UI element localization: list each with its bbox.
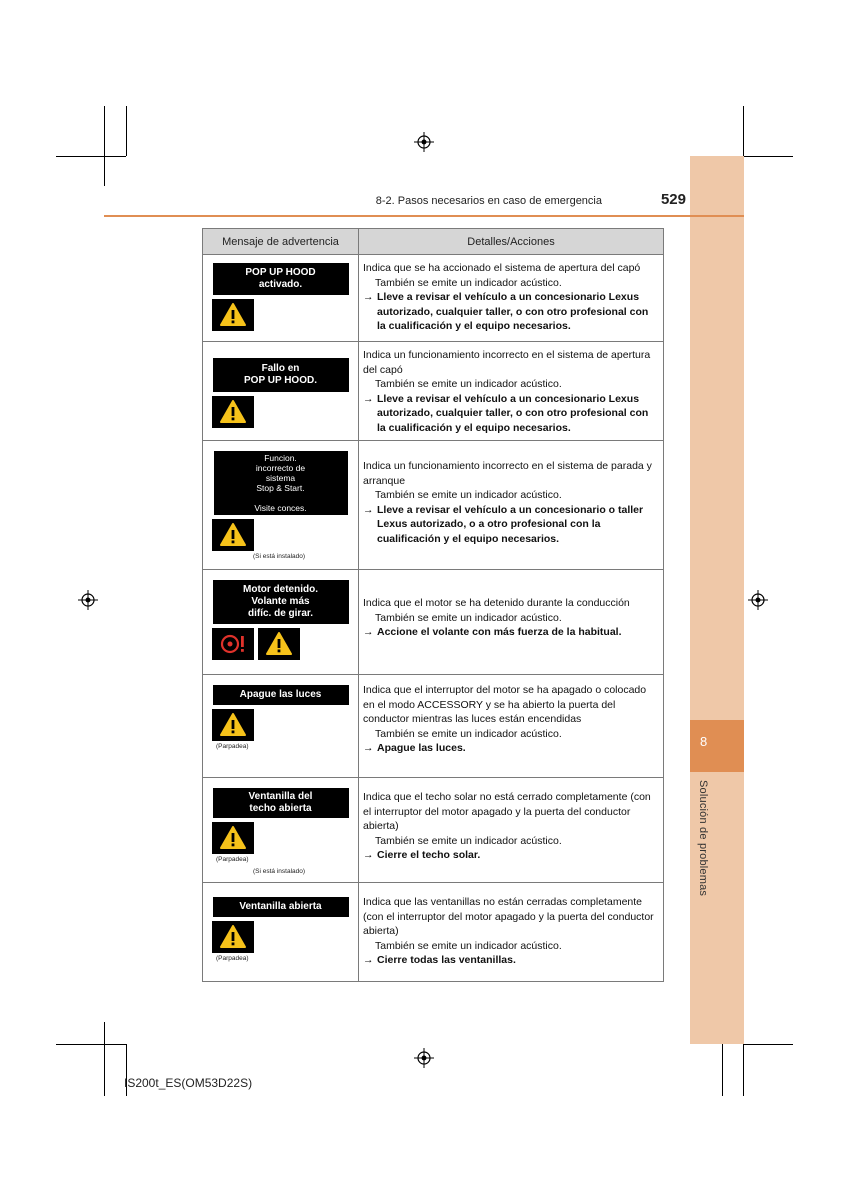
detail-action-text: Lleve a revisar el vehículo a un concesionario Lexus autorizado, cualquier taller, o con otro profesional con la cualificación y el equipo necesarios. [377,291,649,332]
warning-message-cell [203,883,359,982]
display-message-line: incorrecto de [255,463,306,473]
column-header-details: Detalles/Acciones [359,229,664,255]
arrow-icon: → [363,392,374,405]
display-message-line: activado. [258,279,303,290]
table-row [203,675,664,778]
detail-text: Indica que el techo solar no está cerrado completamente (con el interruptor del motor apagado y la puerta del conductor abierta) [363,791,651,832]
warning-message-cell [203,675,359,778]
warning-message-cell [203,255,359,342]
document-code: IS200t_ES(OM53D22S) [124,1076,253,1090]
detail-text: Indica un funcionamiento incorrecto en el sistema de apertura del capó [363,349,651,376]
detail-action [363,625,657,640]
detail-text: Indica que se ha accionado el sistema de apertura del capó [363,262,641,274]
table-row [203,342,664,441]
detail-text: Indica un funcionamiento incorrecto en el sistema de parada y arranque [363,460,652,487]
column-header-message: Mensaje de advertencia [203,229,359,255]
warning-icon [212,921,254,953]
display-message-line: Stop & Start. [256,483,305,493]
crop-mark [743,156,793,157]
display-message-line: POP UP HOOD [245,267,316,278]
display-message-line: Visite conces. [254,503,307,513]
details-cell [359,570,664,675]
display-message-line: Motor detenido. [243,584,318,595]
detail-action [363,741,657,756]
display-message-line [214,493,348,503]
detail-action-text: Cierre el techo solar. [377,849,481,861]
chapter-title: Solución de problemas [697,780,709,897]
detail-subtext: También se emite un indicador acústico. [375,727,562,740]
display-message-line: Funcion. [264,453,297,463]
details-cell [359,441,664,570]
display-message-line: Ventanilla del [248,791,313,802]
row-note: (Si está instalado) [253,553,306,560]
detail-subtext: También se emite un indicador acústico. [375,276,562,289]
registration-mark-icon [414,132,434,152]
crop-mark [56,1044,126,1045]
detail-action-text: Lleve a revisar el vehículo a un concesionario Lexus autorizado, cualquier taller, o con otro profesional con la cualificación y el equipo necesarios. [377,392,649,434]
warning-icon [258,628,300,660]
details-cell [359,675,664,778]
detail-text: Indica que el motor se ha detenido durante la conducción [363,597,630,609]
warning-icon [212,519,254,551]
detail-action-text: Apague las luces. [377,742,466,754]
arrow-icon: → [363,626,374,638]
display-message-line: Ventanilla abierta [239,901,322,912]
display-message-line: difíc. de girar. [247,608,314,619]
details-cell [359,778,664,883]
crop-mark [743,1044,744,1096]
chapter-strip [690,156,744,1044]
row-note: (Parpadea) [216,743,249,750]
table-row [203,441,664,570]
registration-mark-icon [748,590,768,610]
crop-mark [743,106,744,156]
warning-message-cell [203,342,359,441]
display-message-line: Apague las luces [239,689,322,700]
detail-action [363,290,657,334]
detail-action-text: Cierre todas las ventanillas. [377,954,516,966]
row-note: (Parpadea) [216,955,249,962]
chapter-tab [690,720,744,772]
page-number: 529 [660,191,686,208]
steering-warning-icon [212,628,254,660]
detail-text: Indica que el interruptor del motor se ha apagado o colocado en el modo ACCESSORY y se ha abierto la puerta del conductor mientras las luces están encendidas [363,684,647,725]
row-note: (Parpadea) [216,856,249,863]
detail-subtext: También se emite un indicador acústico. [375,489,562,501]
warning-messages-table [202,228,664,982]
crop-mark [104,106,105,186]
detail-action [363,953,657,968]
detail-action-text: Lleve a revisar el vehículo a un concesionario o taller Lexus autorizado, o a otro profesional con la cualificación y el equipo necesarios. [377,503,644,545]
display-message-line: Volante más [251,596,310,607]
warning-message-cell [203,778,359,883]
table-row [203,255,664,342]
crop-mark [104,1022,105,1096]
warning-message-cell [203,570,359,675]
crop-mark [743,1044,793,1045]
detail-subtext: También se emite un indicador acústico. [375,834,562,847]
display-message [213,685,349,705]
display-message-line: Fallo en [261,363,300,374]
arrow-icon: → [363,503,374,516]
display-message [213,897,349,917]
arrow-icon: → [363,291,374,303]
arrow-icon: → [363,849,374,861]
table-row [203,778,664,883]
display-message-line: sistema [265,473,296,483]
warning-icon [212,299,254,331]
display-message [213,580,349,624]
details-cell [359,342,664,441]
warning-icon [212,822,254,854]
display-message [213,358,349,392]
details-cell [359,883,664,982]
crop-mark [56,156,126,157]
detail-action [363,392,657,436]
detail-action [363,503,657,547]
registration-mark-icon [78,590,98,610]
details-cell [359,255,664,342]
warning-icon [212,396,254,428]
display-message-line: techo abierta [249,803,312,814]
arrow-icon: → [363,954,374,966]
detail-subtext: También se emite un indicador acústico. [375,378,562,390]
detail-action [363,848,657,863]
display-message [213,788,349,818]
detail-subtext: También se emite un indicador acústico. [375,611,562,624]
registration-mark-icon [414,1048,434,1068]
detail-subtext: También se emite un indicador acústico. [375,939,562,952]
display-message [214,451,348,515]
header-rule [104,215,744,217]
section-title: 8-2. Pasos necesarios en caso de emergencia [375,195,602,207]
row-note-secondary: (Si está instalado) [253,868,306,875]
arrow-icon: → [363,742,374,754]
table-row [203,883,664,982]
warning-icon [212,709,254,741]
warning-message-cell [203,441,359,570]
table-row [203,570,664,675]
display-message [213,263,349,295]
display-message-line: POP UP HOOD. [244,375,317,386]
detail-action-text: Accione el volante con más fuerza de la habitual. [377,626,622,638]
detail-text: Indica que las ventanillas no están cerradas completamente (con el interruptor del motor apagado y la puerta del conductor abierta) [363,896,654,937]
chapter-number: 8 [700,734,708,749]
crop-mark [126,106,127,156]
